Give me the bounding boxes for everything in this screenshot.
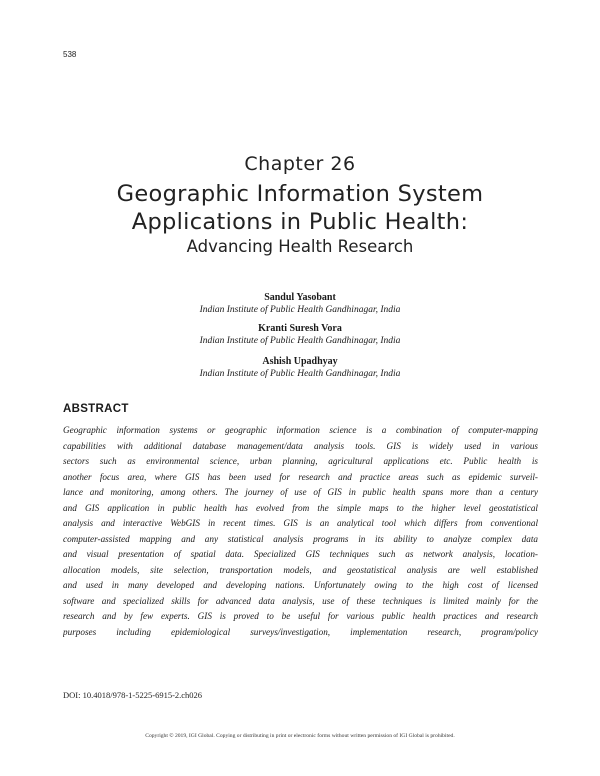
author-name: Sandul Yasobant xyxy=(264,292,336,303)
abstract-line: analysis and interactive WebGIS in recent times. GIS is an analytical tool which differs from conventional xyxy=(63,518,538,528)
author-affiliation: Indian Institute of Public Health Gandhinagar, India xyxy=(199,369,401,379)
copyright-notice: Copyright © 2019, IGI Global. Copying or distributing in print or electronic forms without written permission of IGI Global is prohibited. xyxy=(145,733,455,739)
chapter-label: Chapter 26 xyxy=(244,153,356,175)
abstract-line: another focus area, where GIS has been used for research and practice areas such as epidemic surveil- xyxy=(63,471,538,482)
abstract-line: sectors such as environmental science, urban planning, agricultural applications etc. Public health is xyxy=(63,456,538,466)
doi: DOI: 10.4018/978-1-5225-6915-2.ch026 xyxy=(63,690,203,700)
abstract-line: allocation models, site selection, transportation models, and geostatistical analysis are well established xyxy=(63,564,538,575)
abstract-line: and GIS application in public health has evolved from the simple maps to the higher level geostatistical xyxy=(63,502,538,513)
abstract-heading: ABSTRACT xyxy=(63,403,129,415)
author-block xyxy=(0,355,600,381)
abstract-line: software and specialized skills for advanced data analysis, use of these techniques is limited mainly for the xyxy=(63,595,538,606)
abstract-line: purposes including epidemiological surveys/investigation, implementation research, program/policy xyxy=(63,626,538,637)
author-affiliation: Indian Institute of Public Health Gandhinagar, India xyxy=(199,305,401,315)
chapter-title-line: Geographic Information System xyxy=(116,181,484,207)
chapter-subtitle: Advancing Health Research xyxy=(186,237,414,256)
abstract-line: capabilities with additional database management/data analysis tools. GIS is widely used in various xyxy=(63,440,538,451)
author-block xyxy=(0,322,600,348)
author-name: Ashish Upadhyay xyxy=(262,356,338,367)
abstract-line: lance and monitoring, among others. The journey of use of GIS in public health spans more than a century xyxy=(63,487,538,497)
abstract-body xyxy=(63,423,538,640)
abstract-line: and used in many developed and developing nations. Unfortunately owing to the high cost of licensed xyxy=(63,580,538,590)
chapter-title xyxy=(0,180,600,236)
author-affiliation: Indian Institute of Public Health Gandhinagar, India xyxy=(199,336,401,346)
chapter-title-line: Applications in Public Health: xyxy=(131,209,469,235)
abstract-line: computer-assisted mapping and any statistical analysis programs in its ability to analyze complex data xyxy=(63,533,538,544)
abstract-line: and visual presentation of spatial data. Specialized GIS techniques such as network analysis, location- xyxy=(63,549,538,559)
page-number: 538 xyxy=(63,50,77,59)
abstract-line: Geographic information systems or geographic information science is a combination of computer-mapping xyxy=(63,425,538,435)
author-block xyxy=(0,291,600,317)
abstract-line: research and by few experts. GIS is proved to be useful for various public health practices and research xyxy=(63,611,538,621)
author-name: Kranti Suresh Vora xyxy=(258,323,342,334)
